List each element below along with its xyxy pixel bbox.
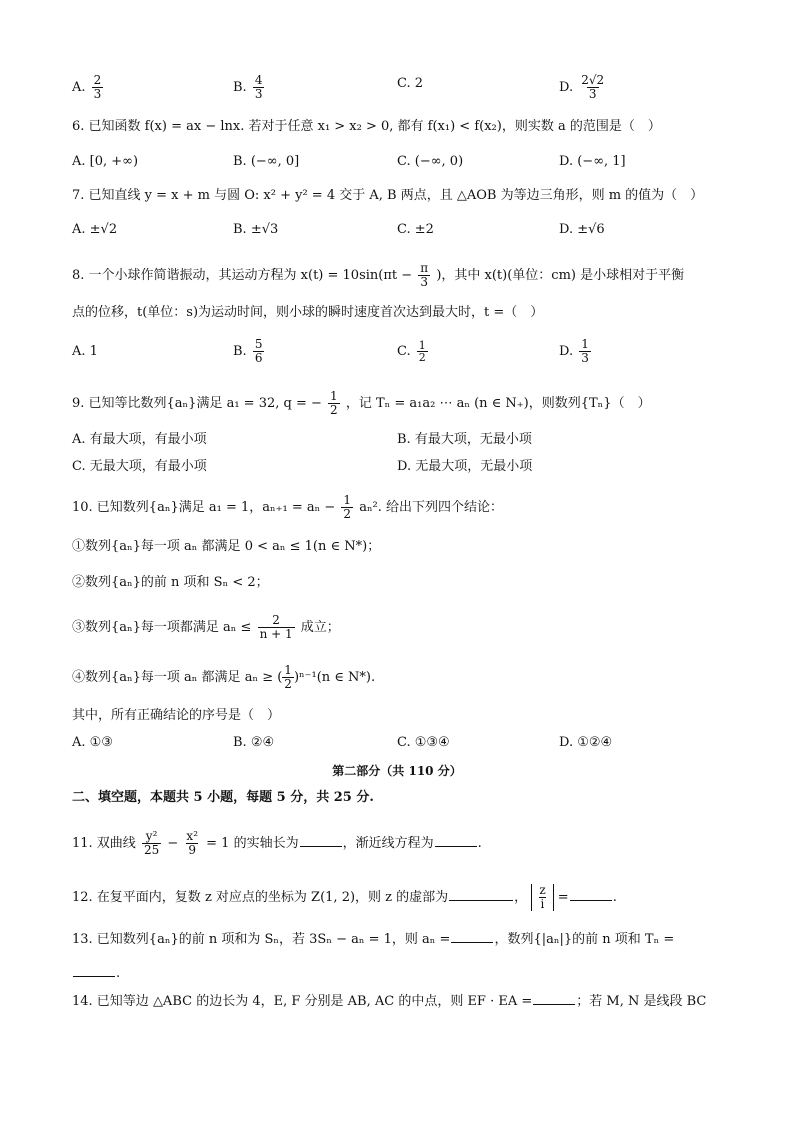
- q14-line: 14. 已知等边 △ABC 的边长为 4，E, F 分别是 AB, AC 的中点，则 EF · EA = ；若 M, N 是线段 BC: [72, 994, 707, 1009]
- q12-line: 12. 在复平面内，复数 z 对应点的坐标为 Z(1, 2)，则 z 的虚部为 ， $\frac{z}{i}$ = .: [72, 883, 617, 911]
- q13-blank-1[interactable]: [451, 930, 493, 943]
- q8-option-c: C. $\frac{1}{2}$: [397, 339, 426, 364]
- q10-option-b: B. ②④: [233, 735, 275, 750]
- q10-option-a: A. ①③: [72, 735, 113, 750]
- q11-blank-1[interactable]: [300, 834, 342, 847]
- q8-stem-line2: 点的位移，t(单位：s)为运动时间，则小球的瞬时速度首次达到最大时，t =（ ）: [72, 305, 544, 320]
- q6-option-a: A. [0, +∞): [72, 154, 139, 169]
- q6-stem: 6. 已知函数 f(x) = ax − lnx. 若对于任意 x₁ > x₂ > 0, 都有 f(x₁) < f(x₂)，则实数 a 的范围是（ ）: [72, 119, 661, 134]
- q7-option-b: B. ±√3: [233, 222, 279, 237]
- q10-option-c: C. ①③④: [397, 735, 450, 750]
- q6-option-b: B. (−∞, 0]: [233, 154, 300, 169]
- q12-blank-2[interactable]: [570, 888, 612, 901]
- q8-option-b: B. $\frac{5}{6}$: [233, 337, 263, 365]
- q9-option-b: B. 有最大项，无最小项: [397, 432, 532, 447]
- q12-abs-fraction: $\frac{z}{i}$: [531, 884, 553, 911]
- q9-option-a: A. 有最大项，有最小项: [72, 432, 207, 447]
- q13-line1: 13. 已知数列{aₙ}的前 n 项和为 Sₙ，若 3Sₙ − aₙ = 1，则 aₙ = ，数列{|aₙ|}的前 n 项和 Tₙ =: [72, 932, 675, 947]
- q6-option-c: C. (−∞, 0): [397, 154, 464, 169]
- q8-option-a: A. 1: [72, 344, 98, 359]
- q10-statement-2: ②数列{aₙ}的前 n 项和 Sₙ < 2；: [72, 575, 269, 590]
- q10-statement-3: ③数列{aₙ}每一项都满足 aₙ ≤ $\frac{2}{n + 1}$ 成立；: [72, 613, 340, 641]
- q14-blank-1[interactable]: [533, 992, 575, 1005]
- q11-line: 11. 双曲线 $\frac{\text{y²}}{25}$ − $\frac{\text{x²}}{9}$ = 1 的实轴长为 ，渐近线方程为 .: [72, 829, 482, 857]
- q5-option-a: A. $\frac{2}{3}$: [72, 73, 102, 101]
- q8-option-d: D. $\frac{1}{3}$: [559, 337, 589, 365]
- q7-option-c: C. ±2: [397, 222, 434, 237]
- q7-option-d: D. ±√6: [559, 222, 605, 237]
- q10-option-d: D. ①②④: [559, 735, 613, 750]
- q8-stem: 8. 一个小球作简谐振动，其运动方程为 x(t) = 10sin(πt − $\frac{\pi}{3}$ )，其中 x(t)(单位：cm) 是小球相对于平衡: [72, 261, 685, 289]
- q5-option-d: D. $\frac{2√2}{3}$: [559, 73, 605, 101]
- q11-blank-2[interactable]: [435, 834, 477, 847]
- q5-option-c: C. 2: [397, 76, 424, 91]
- q10-question: 其中，所有正确结论的序号是（ ）: [72, 708, 281, 723]
- q12-blank-1[interactable]: [449, 888, 513, 901]
- q10-stem: 10. 已知数列{aₙ}满足 a₁ = 1，aₙ₊₁ = aₙ − $\frac{1}{2}$ aₙ². 给出下列四个结论：: [72, 493, 504, 521]
- q9-stem: 9. 已知等比数列{aₙ}满足 a₁ = 32, q = − $\frac{1}{2}$ ，记 Tₙ = a₁a₂ ⋯ aₙ (n ∈ N₊)，则数列{Tₙ}（ ）: [72, 389, 651, 417]
- q9-option-c: C. 无最大项，有最小项: [72, 459, 207, 474]
- q10-statement-1: ①数列{aₙ}每一项 aₙ 都满足 0 < aₙ ≤ 1(n ∈ N*)；: [72, 539, 381, 554]
- q6-option-d: D. (−∞, 1]: [559, 154, 626, 169]
- q7-stem: 7. 已知直线 y = x + m 与圆 O: x² + y² = 4 交于 A, B 两点，且 △AOB 为等边三角形，则 m 的值为（ ）: [72, 188, 704, 203]
- part2-title: 第二部分（共 110 分）: [332, 764, 462, 778]
- q13-line2: .: [72, 964, 120, 984]
- q7-option-a: A. ±√2: [72, 222, 118, 237]
- q9-option-d: D. 无最大项，无最小项: [397, 459, 533, 474]
- q13-blank-2[interactable]: [73, 964, 115, 977]
- q10-statement-4: ④数列{aₙ}每一项 aₙ 都满足 aₙ ≥ ( $\frac{1}{2}$ )ⁿ⁻¹(n ∈ N*).: [72, 663, 376, 691]
- q5-option-b: B. $\frac{4}{3}$: [233, 73, 263, 101]
- section2-title: 二、填空题，本题共 5 小题，每题 5 分，共 25 分.: [72, 790, 374, 805]
